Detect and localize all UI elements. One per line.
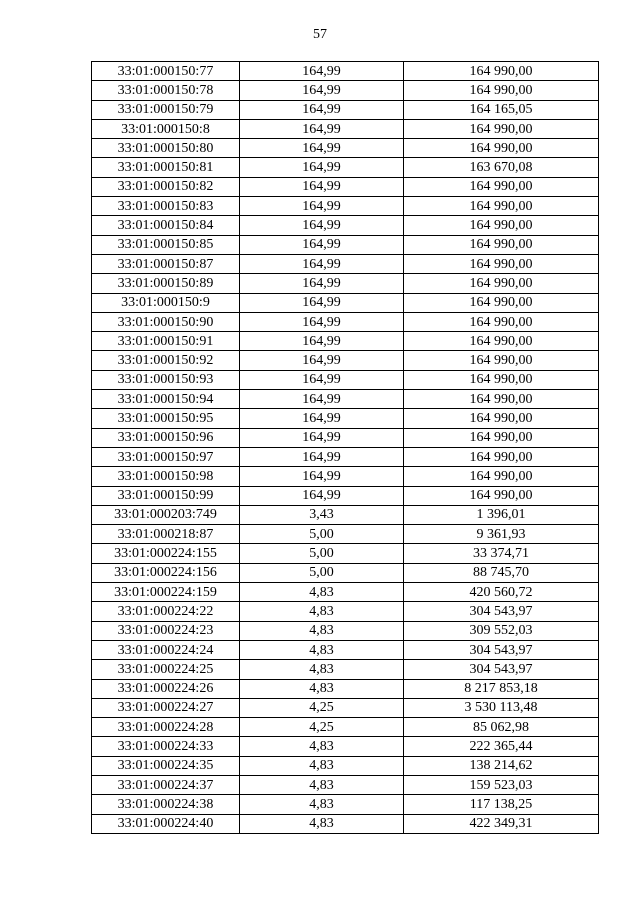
rate-cell: 3,43 <box>240 505 404 524</box>
rate-cell: 164,99 <box>240 428 404 447</box>
table-row <box>92 660 599 679</box>
table-row <box>92 679 599 698</box>
table-row <box>92 718 599 737</box>
table-row <box>92 332 599 351</box>
table-row <box>92 486 599 505</box>
rate-cell: 164,99 <box>240 119 404 138</box>
rate-cell: 4,83 <box>240 814 404 833</box>
rate-cell: 4,83 <box>240 679 404 698</box>
rate-cell: 4,83 <box>240 737 404 756</box>
value-cell: 164 990,00 <box>404 81 599 100</box>
cadastral-table <box>91 61 599 834</box>
rate-cell: 4,83 <box>240 660 404 679</box>
table-row <box>92 583 599 602</box>
rate-cell: 164,99 <box>240 390 404 409</box>
cadastral-number-cell: 33:01:000224:26 <box>92 679 240 698</box>
rate-cell: 164,99 <box>240 409 404 428</box>
value-cell: 304 543,97 <box>404 602 599 621</box>
value-cell: 164 990,00 <box>404 467 599 486</box>
cadastral-number-cell: 33:01:000150:83 <box>92 197 240 216</box>
cadastral-number-cell: 33:01:000150:84 <box>92 216 240 235</box>
rate-cell: 164,99 <box>240 486 404 505</box>
cadastral-number-cell: 33:01:000150:94 <box>92 390 240 409</box>
table-row <box>92 775 599 794</box>
value-cell: 164 165,05 <box>404 100 599 119</box>
rate-cell: 4,83 <box>240 640 404 659</box>
cadastral-number-cell: 33:01:000224:25 <box>92 660 240 679</box>
cadastral-number-cell: 33:01:000224:33 <box>92 737 240 756</box>
value-cell: 164 990,00 <box>404 409 599 428</box>
cadastral-number-cell: 33:01:000150:93 <box>92 370 240 389</box>
table-row <box>92 390 599 409</box>
cadastral-number-cell: 33:01:000224:38 <box>92 795 240 814</box>
table-row <box>92 467 599 486</box>
cadastral-number-cell: 33:01:000224:24 <box>92 640 240 659</box>
value-cell: 117 138,25 <box>404 795 599 814</box>
table-row <box>92 81 599 100</box>
rate-cell: 4,83 <box>240 775 404 794</box>
value-cell: 164 990,00 <box>404 351 599 370</box>
table-row <box>92 544 599 563</box>
value-cell: 159 523,03 <box>404 775 599 794</box>
cadastral-number-cell: 33:01:000203:749 <box>92 505 240 524</box>
rate-cell: 164,99 <box>240 447 404 466</box>
table-row <box>92 621 599 640</box>
rate-cell: 164,99 <box>240 351 404 370</box>
table-row <box>92 563 599 582</box>
cadastral-number-cell: 33:01:000150:9 <box>92 293 240 312</box>
rate-cell: 164,99 <box>240 100 404 119</box>
rate-cell: 164,99 <box>240 139 404 158</box>
cadastral-number-cell: 33:01:000150:89 <box>92 274 240 293</box>
value-cell: 164 990,00 <box>404 235 599 254</box>
cadastral-number-cell: 33:01:000150:92 <box>92 351 240 370</box>
value-cell: 163 670,08 <box>404 158 599 177</box>
value-cell: 422 349,31 <box>404 814 599 833</box>
table-row <box>92 737 599 756</box>
rate-cell: 5,00 <box>240 525 404 544</box>
cadastral-number-cell: 33:01:000150:77 <box>92 62 240 81</box>
table-row <box>92 640 599 659</box>
cadastral-number-cell: 33:01:000224:23 <box>92 621 240 640</box>
value-cell: 164 990,00 <box>404 216 599 235</box>
table-row <box>92 814 599 833</box>
rate-cell: 164,99 <box>240 293 404 312</box>
rate-cell: 164,99 <box>240 235 404 254</box>
rate-cell: 164,99 <box>240 312 404 331</box>
value-cell: 9 361,93 <box>404 525 599 544</box>
value-cell: 164 990,00 <box>404 332 599 351</box>
cadastral-number-cell: 33:01:000150:87 <box>92 254 240 273</box>
table-row <box>92 525 599 544</box>
table-row <box>92 235 599 254</box>
value-cell: 164 990,00 <box>404 447 599 466</box>
cadastral-number-cell: 33:01:000224:155 <box>92 544 240 563</box>
cadastral-number-cell: 33:01:000150:98 <box>92 467 240 486</box>
cadastral-number-cell: 33:01:000150:85 <box>92 235 240 254</box>
table-row <box>92 428 599 447</box>
value-cell: 164 990,00 <box>404 428 599 447</box>
table-row <box>92 795 599 814</box>
table-row <box>92 602 599 621</box>
value-cell: 164 990,00 <box>404 254 599 273</box>
table-row <box>92 447 599 466</box>
value-cell: 164 990,00 <box>404 312 599 331</box>
rate-cell: 4,25 <box>240 698 404 717</box>
rate-cell: 164,99 <box>240 197 404 216</box>
value-cell: 164 990,00 <box>404 62 599 81</box>
rate-cell: 4,83 <box>240 602 404 621</box>
cadastral-number-cell: 33:01:000150:96 <box>92 428 240 447</box>
table-row <box>92 274 599 293</box>
table-row <box>92 216 599 235</box>
cadastral-number-cell: 33:01:000150:80 <box>92 139 240 158</box>
rate-cell: 164,99 <box>240 254 404 273</box>
rate-cell: 164,99 <box>240 274 404 293</box>
cadastral-number-cell: 33:01:000150:78 <box>92 81 240 100</box>
table-row <box>92 62 599 81</box>
value-cell: 164 990,00 <box>404 293 599 312</box>
cadastral-number-cell: 33:01:000218:87 <box>92 525 240 544</box>
rate-cell: 164,99 <box>240 177 404 196</box>
value-cell: 420 560,72 <box>404 583 599 602</box>
table-row <box>92 139 599 158</box>
value-cell: 33 374,71 <box>404 544 599 563</box>
table-body <box>92 62 599 834</box>
rate-cell: 4,83 <box>240 795 404 814</box>
rate-cell: 164,99 <box>240 158 404 177</box>
value-cell: 138 214,62 <box>404 756 599 775</box>
cadastral-number-cell: 33:01:000150:79 <box>92 100 240 119</box>
rate-cell: 4,25 <box>240 718 404 737</box>
cadastral-number-cell: 33:01:000224:35 <box>92 756 240 775</box>
table-row <box>92 100 599 119</box>
cadastral-number-cell: 33:01:000150:8 <box>92 119 240 138</box>
table-row <box>92 698 599 717</box>
rate-cell: 5,00 <box>240 563 404 582</box>
value-cell: 164 990,00 <box>404 370 599 389</box>
page-number: 57 <box>313 27 327 42</box>
value-cell: 8 217 853,18 <box>404 679 599 698</box>
table-row <box>92 197 599 216</box>
rate-cell: 164,99 <box>240 467 404 486</box>
table-row <box>92 312 599 331</box>
value-cell: 3 530 113,48 <box>404 698 599 717</box>
rate-cell: 4,83 <box>240 756 404 775</box>
cadastral-number-cell: 33:01:000150:82 <box>92 177 240 196</box>
cadastral-number-cell: 33:01:000150:90 <box>92 312 240 331</box>
cadastral-number-cell: 33:01:000224:22 <box>92 602 240 621</box>
rate-cell: 164,99 <box>240 216 404 235</box>
rate-cell: 164,99 <box>240 62 404 81</box>
cadastral-number-cell: 33:01:000224:27 <box>92 698 240 717</box>
value-cell: 1 396,01 <box>404 505 599 524</box>
rate-cell: 164,99 <box>240 370 404 389</box>
value-cell: 309 552,03 <box>404 621 599 640</box>
table-row <box>92 370 599 389</box>
value-cell: 164 990,00 <box>404 390 599 409</box>
table-row <box>92 351 599 370</box>
value-cell: 164 990,00 <box>404 119 599 138</box>
table-row <box>92 505 599 524</box>
rate-cell: 164,99 <box>240 81 404 100</box>
table-row <box>92 293 599 312</box>
value-cell: 304 543,97 <box>404 640 599 659</box>
table-row <box>92 177 599 196</box>
table-row <box>92 409 599 428</box>
table-row <box>92 756 599 775</box>
rate-cell: 5,00 <box>240 544 404 563</box>
rate-cell: 164,99 <box>240 332 404 351</box>
value-cell: 88 745,70 <box>404 563 599 582</box>
cadastral-number-cell: 33:01:000150:99 <box>92 486 240 505</box>
cadastral-number-cell: 33:01:000224:159 <box>92 583 240 602</box>
value-cell: 164 990,00 <box>404 197 599 216</box>
cadastral-number-cell: 33:01:000150:97 <box>92 447 240 466</box>
value-cell: 222 365,44 <box>404 737 599 756</box>
cadastral-number-cell: 33:01:000224:156 <box>92 563 240 582</box>
value-cell: 164 990,00 <box>404 139 599 158</box>
value-cell: 164 990,00 <box>404 177 599 196</box>
value-cell: 164 990,00 <box>404 274 599 293</box>
value-cell: 85 062,98 <box>404 718 599 737</box>
cadastral-number-cell: 33:01:000224:37 <box>92 775 240 794</box>
table-row <box>92 254 599 273</box>
cadastral-number-cell: 33:01:000150:91 <box>92 332 240 351</box>
rate-cell: 4,83 <box>240 583 404 602</box>
rate-cell: 4,83 <box>240 621 404 640</box>
cadastral-number-cell: 33:01:000150:81 <box>92 158 240 177</box>
value-cell: 164 990,00 <box>404 486 599 505</box>
cadastral-number-cell: 33:01:000224:28 <box>92 718 240 737</box>
cadastral-number-cell: 33:01:000224:40 <box>92 814 240 833</box>
value-cell: 304 543,97 <box>404 660 599 679</box>
cadastral-number-cell: 33:01:000150:95 <box>92 409 240 428</box>
table-row <box>92 119 599 138</box>
table-row <box>92 158 599 177</box>
